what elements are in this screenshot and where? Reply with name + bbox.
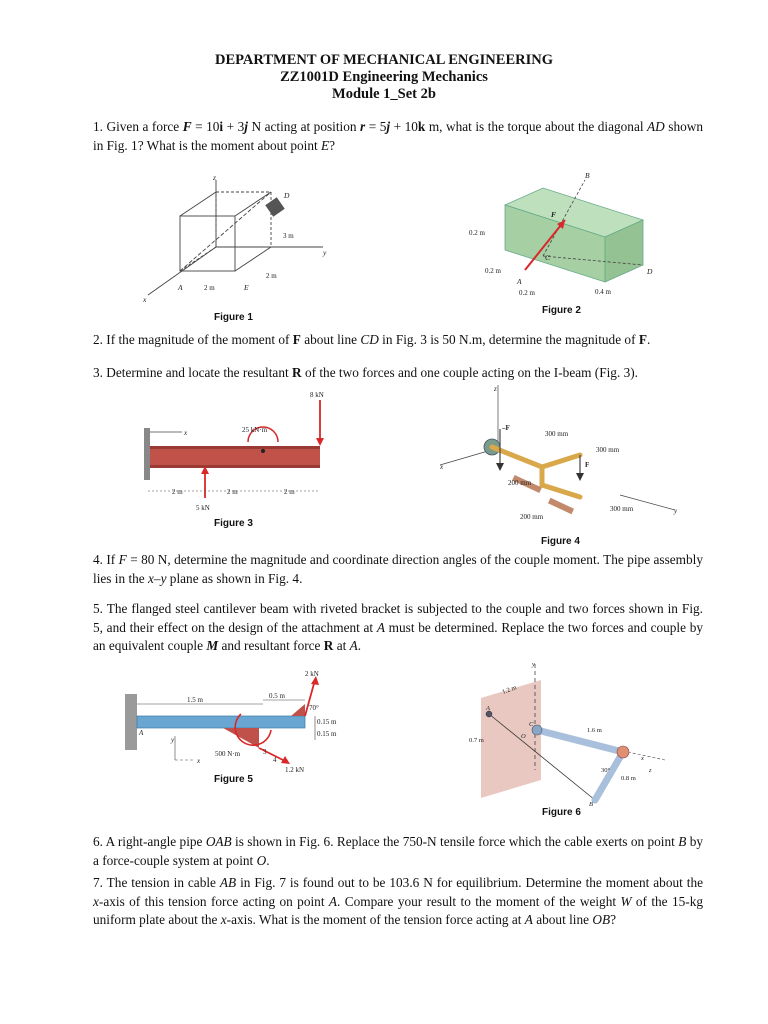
fig4-neg-f-label: –F bbox=[502, 424, 510, 432]
fig2-02m-bot-label: 0.2 m bbox=[519, 289, 535, 297]
fig5-slope-3-label: 3 bbox=[263, 748, 267, 756]
fig5-2kn-label: 2 kN bbox=[305, 670, 319, 678]
fig6-b-label: B bbox=[589, 801, 593, 808]
fig1-a-label: A bbox=[178, 283, 183, 292]
fig3-2m-2-label: 2 m bbox=[227, 488, 238, 496]
fig1-y-label: y bbox=[323, 248, 327, 257]
fig2-c-label: C bbox=[545, 253, 551, 262]
fig6-08m-label: 0.8 m bbox=[621, 775, 636, 782]
question-4: 4. If F = 80 N, determine the magnitude and coordinate direction angles of the couple moment. The pipe assembly lies in the x–y plane as shown in Fig. 4. bbox=[93, 552, 703, 586]
fig1-2m-side-label: 2 m bbox=[266, 272, 277, 280]
figure-2-diagram bbox=[465, 170, 675, 300]
wall-plane bbox=[481, 680, 541, 798]
fig6-c-label: C bbox=[529, 721, 534, 728]
module-title: Module 1_Set 2b bbox=[332, 86, 436, 102]
document-header bbox=[0, 52, 768, 103]
fig5-15m-label: 1.5 m bbox=[187, 696, 203, 704]
fig3-x-label: x bbox=[184, 429, 188, 437]
figure-3-diagram bbox=[138, 388, 338, 516]
fig6-z-label: z bbox=[649, 767, 652, 774]
fig4-300mm-a-label: 300 mm bbox=[545, 430, 569, 438]
fig4-x-label: x bbox=[440, 463, 444, 471]
question-6: 6. A right-angle pipe OAB is shown in Fig. 6. Replace the 750-N tensile force which the cable exerts on point B by a force-couple system at point O. bbox=[93, 834, 703, 868]
fig2-02m-mid-label: 0.2 m bbox=[485, 267, 501, 275]
fig5-y-label: y bbox=[171, 736, 175, 744]
question-2: 2. If the magnitude of the moment of F about line CD in Fig. 3 is 50 N.m, determine the magnitude of F. bbox=[93, 332, 651, 347]
fig6-07m-label: 0.7 m bbox=[469, 737, 484, 744]
figure-5-diagram bbox=[123, 666, 363, 776]
fig4-f-label: F bbox=[585, 461, 590, 469]
fig2-02m-top-label: 0.2 m bbox=[469, 229, 485, 237]
fig1-e-label: E bbox=[244, 283, 249, 292]
wall bbox=[144, 428, 150, 480]
fig1-z-label: z bbox=[213, 173, 216, 182]
cantilever-beam bbox=[137, 716, 305, 728]
fig1-d-label: D bbox=[284, 191, 290, 200]
fig3-8kn-label: 8 kN bbox=[310, 391, 324, 399]
fig2-d-label: D bbox=[647, 267, 653, 276]
fig4-200mm-a-label: 200 mm bbox=[508, 479, 532, 487]
fig5-12kn-label: 1.2 kN bbox=[285, 766, 305, 774]
figure-1-diagram bbox=[138, 172, 338, 310]
fig2-a-label: A bbox=[517, 277, 522, 286]
department-title: DEPARTMENT OF MECHANICAL ENGINEERING bbox=[215, 52, 553, 68]
fig4-200mm-b-label: 200 mm bbox=[520, 513, 544, 521]
fig5-x-label: x bbox=[197, 757, 201, 765]
fig5-015m-b-label: 0.15 m bbox=[317, 730, 337, 738]
fig5-05m-label: 0.5 m bbox=[269, 692, 285, 700]
fig4-300mm-c-label: 300 mm bbox=[610, 505, 634, 513]
fig1-x-label: x bbox=[143, 295, 147, 304]
fig1-3m-label: 3 m bbox=[283, 232, 294, 240]
figure-6-diagram bbox=[465, 660, 680, 808]
fig6-12m-label: 1.2 m bbox=[501, 684, 518, 696]
figure-6-caption: Figure 6 bbox=[542, 807, 581, 818]
corner-block bbox=[265, 197, 284, 216]
fig5-slope-4-label: 4 bbox=[273, 756, 277, 764]
fig2-04m-label: 0.4 m bbox=[595, 288, 611, 296]
fig6-a-label: A bbox=[486, 705, 490, 712]
fig6-o-label: O bbox=[521, 733, 526, 740]
figure-3-caption: Figure 3 bbox=[214, 518, 253, 529]
fig4-300mm-b-label: 300 mm bbox=[596, 446, 620, 454]
fig1-2m-base-label: 2 m bbox=[204, 284, 215, 292]
fig5-70deg-label: 70° bbox=[309, 704, 319, 712]
fig5-500nm-label: 500 N·m bbox=[215, 750, 241, 758]
fig4-z-label: z bbox=[494, 385, 497, 393]
question-3: 3. Determine and locate the resultant R of the two forces and one couple acting on the I-beam (Fig. 3). bbox=[93, 365, 639, 380]
fig6-30deg-label: 30° bbox=[601, 767, 611, 774]
fig5-a-label: A bbox=[139, 729, 144, 737]
fig2-f-label: F bbox=[551, 210, 557, 219]
figure-4-caption: Figure 4 bbox=[541, 536, 580, 547]
fig6-16m-label: 1.6 m bbox=[587, 727, 602, 734]
fig6-y-label: y bbox=[532, 661, 535, 668]
figure-4-diagram bbox=[430, 385, 680, 525]
i-beam bbox=[150, 446, 320, 468]
figure-5-caption: Figure 5 bbox=[214, 774, 253, 785]
fig3-2m-3-label: 2 m bbox=[284, 488, 295, 496]
fig6-x-label: x bbox=[641, 755, 644, 762]
figure-2-caption: Figure 2 bbox=[542, 305, 581, 316]
course-title: ZZ1001D Engineering Mechanics bbox=[280, 69, 488, 85]
fig3-couple-label: 25 kN·m bbox=[242, 426, 268, 434]
fig5-015m-a-label: 0.15 m bbox=[317, 718, 337, 726]
question-7: 7. The tension in cable AB in Fig. 7 is found out to be 103.6 N for equilibrium. Determine the moment about the x-axis of this tension force acting on point A. Compare your result to the moment of the weight W of the 15-kg uniform plate about the x-axis. What is the moment of the tension force acting at A about line OB? bbox=[93, 875, 703, 927]
fig4-y-label: y bbox=[674, 507, 678, 515]
fig2-b-label: B bbox=[585, 171, 590, 180]
question-5: 5. The flanged steel cantilever beam with riveted bracket is subjected to the couple and two forces shown in Fig. 5, and their effect on the design of the attachment at A must be determined. Replace the two forces and couple by an equivalent couple M and resultant force R at A. bbox=[93, 601, 704, 653]
wall bbox=[125, 694, 137, 750]
fig3-2m-1-label: 2 m bbox=[172, 488, 183, 496]
question-1: 1. Given a force F = 10i + 3j N acting at position r = 5j + 10k m, what is the torque about the diagonal AD shown in Fig. 1? What is the moment about point E? bbox=[93, 119, 704, 153]
figure-1-caption: Figure 1 bbox=[214, 312, 253, 323]
right-angle-pipe bbox=[537, 730, 623, 800]
fig3-5kn-label: 5 kN bbox=[196, 504, 210, 512]
